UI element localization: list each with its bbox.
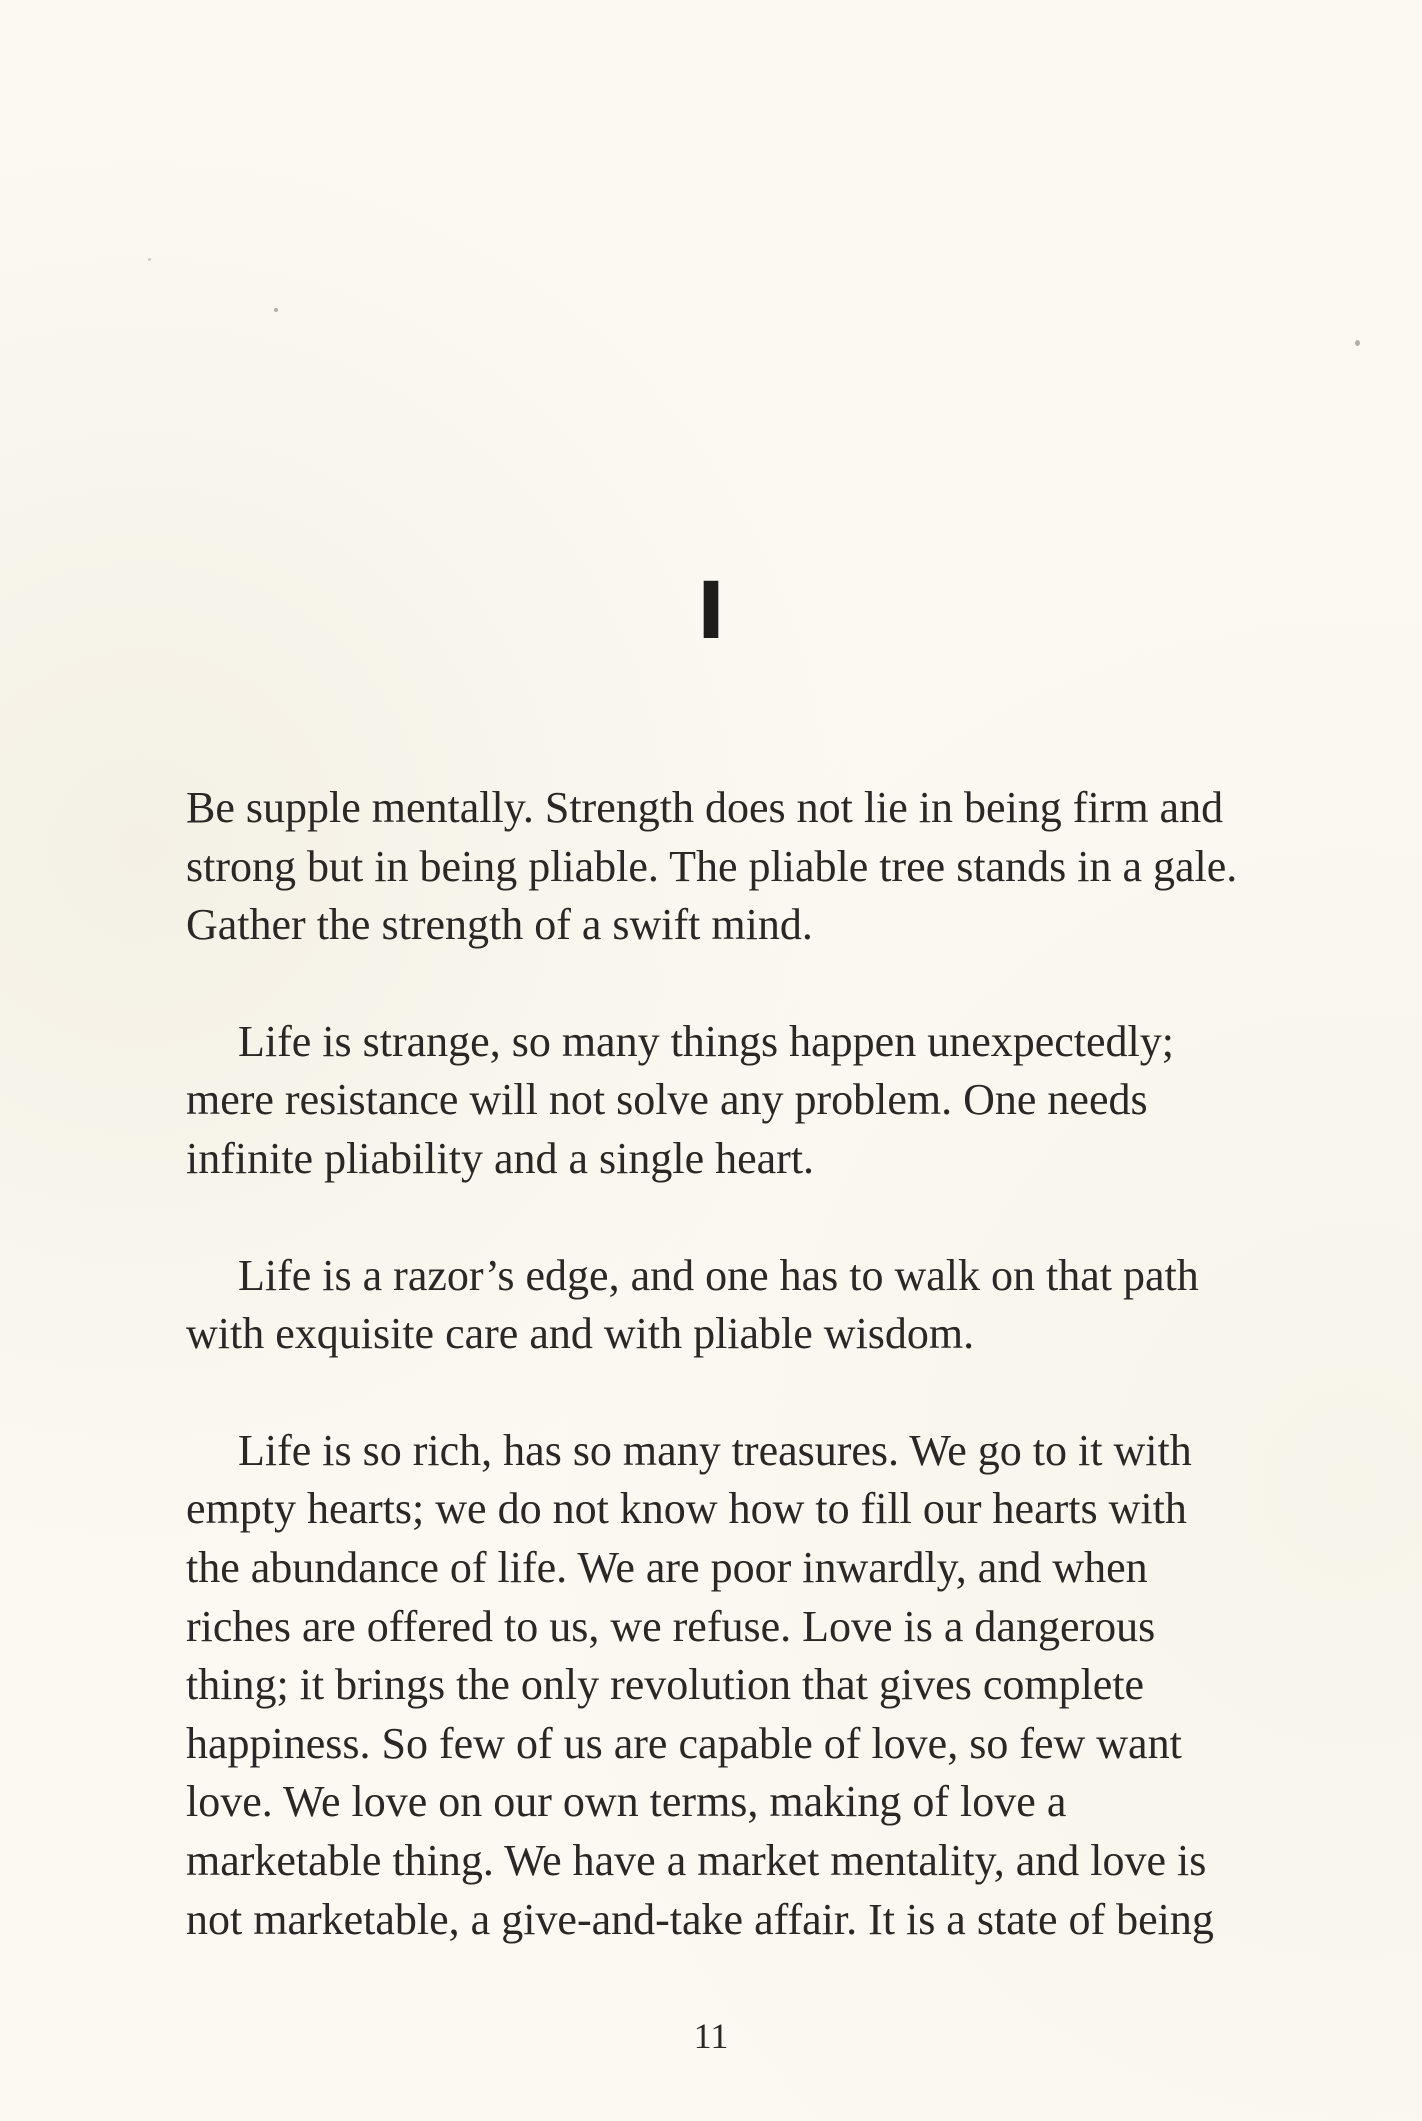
text-line: Gather the strength of a swift mind. xyxy=(186,900,813,950)
text-line: Be supple mentally. Strength does not lie in being firm and xyxy=(186,783,1224,832)
paragraph-1 xyxy=(186,779,1306,955)
text-line: Life is strange, so many things happen unexpectedly; xyxy=(238,1016,1174,1066)
paragraph-3 xyxy=(186,1247,1306,1364)
text-line: thing; it brings the only revolution that gives complete xyxy=(186,1660,1145,1710)
body-text xyxy=(186,779,1306,2007)
scan-speck xyxy=(1355,340,1360,346)
text-line: the abundance of life. We are poor inwardly, and when xyxy=(186,1542,1148,1592)
text-line: riches are offered to us, we refuse. Love is a dangerous xyxy=(186,1601,1156,1651)
text-line: not marketable, a give-and-take affair. It is a state of being xyxy=(186,1894,1214,1944)
text-line: mere resistance will not solve any problem. One needs xyxy=(186,1075,1148,1125)
text-line: love. We love on our own terms, making of love a xyxy=(186,1777,1067,1827)
paragraph-2 xyxy=(186,1013,1306,1189)
text-line: Life is so rich, has so many treasures. We go to it with xyxy=(238,1425,1192,1475)
text-line: marketable thing. We have a market mentality, and love is xyxy=(186,1835,1207,1885)
text-line: infinite pliability and a single heart. xyxy=(186,1133,815,1183)
chapter-number: I xyxy=(696,567,726,657)
paragraph-4 xyxy=(186,1422,1306,1949)
text-line: empty hearts; we do not know how to fill our hearts with xyxy=(186,1484,1187,1534)
page-number: 11 xyxy=(693,2016,729,2056)
text-line: happiness. So few of us are capable of love, so few want xyxy=(186,1718,1182,1768)
text-line: Life is a razor’s edge, and one has to walk on that path xyxy=(238,1250,1199,1300)
text-line: with exquisite care and with pliable wisdom. xyxy=(186,1309,975,1359)
scan-speck xyxy=(148,258,151,261)
text-line: strong but in being pliable. The pliable tree stands in a gale. xyxy=(186,841,1238,891)
scan-speck xyxy=(274,308,278,312)
